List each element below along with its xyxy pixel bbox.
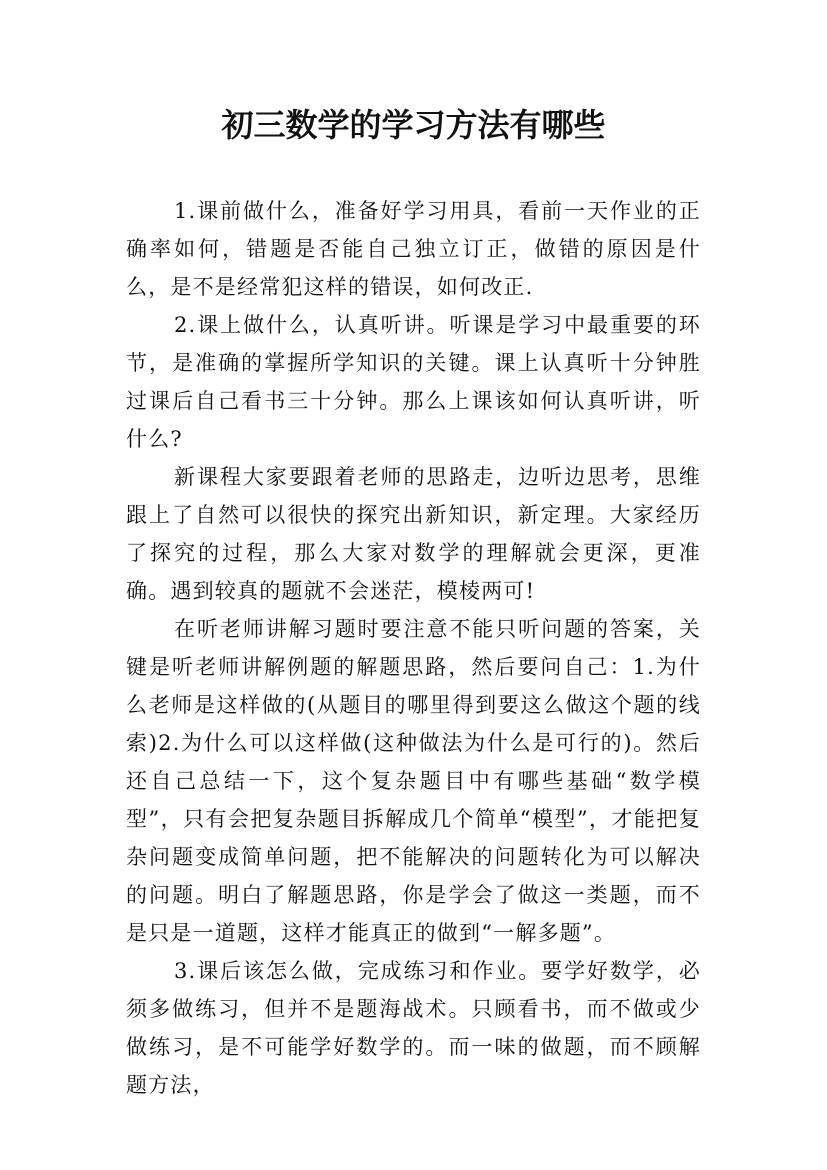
paragraph-3: 新课程大家要跟着老师的思路走，边听边思考，思维跟上了自然可以很快的探究出新知识，新定理。大家经历了探究的过程，那么大家对数学的理解就会更深，更准确。遇到较真的题就不会迷茫，模棱两可! (126, 465, 701, 603)
document-body (126, 192, 701, 1104)
paragraph-2: 2.课上做什么，认真听讲。听课是学习中最重要的环节，是准确的掌握所学知识的关键。课上认真听十分钟胜过课后自己看书三十分钟。那么上课该如何认真听讲，听什么? (126, 313, 701, 451)
paragraph-1: 1.课前做什么，准备好学习用具，看前一天作业的正确率如何，错题是否能自己独立订正，做错的原因是什么，是不是经常犯这样的错误，如何改正. (126, 199, 701, 299)
document-title: 初三数学的学习方法有哪些 (221, 106, 606, 144)
paragraph-4: 在听老师讲解习题时要注意不能只听问题的答案，关键是听老师讲解例题的解题思路，然后要问自己：1.为什么老师是这样做的(从题目的哪里得到要这么做这个题的线索)2.为什么可以这样做(这种做法为什么是可行的)。然后还自己总结一下，这个复杂题目中有哪些基础“数学模型”，只有会把复杂题目拆解成几个简单“模型”，才能把复杂问题变成简单问题，把不能解决的问题转化为可以解决的问题。明白了解题思路，你是学会了做这一类题，而不是只是一道题，这样才能真正的做到“一解多题”。 (126, 617, 701, 945)
paragraph-5: 3.课后该怎么做，完成练习和作业。要学好数学，必须多做练习，但并不是题海战术。只顾看书，而不做或少做练习，是不可能学好数学的。而一味的做题，而不顾解题方法， (126, 959, 701, 1097)
